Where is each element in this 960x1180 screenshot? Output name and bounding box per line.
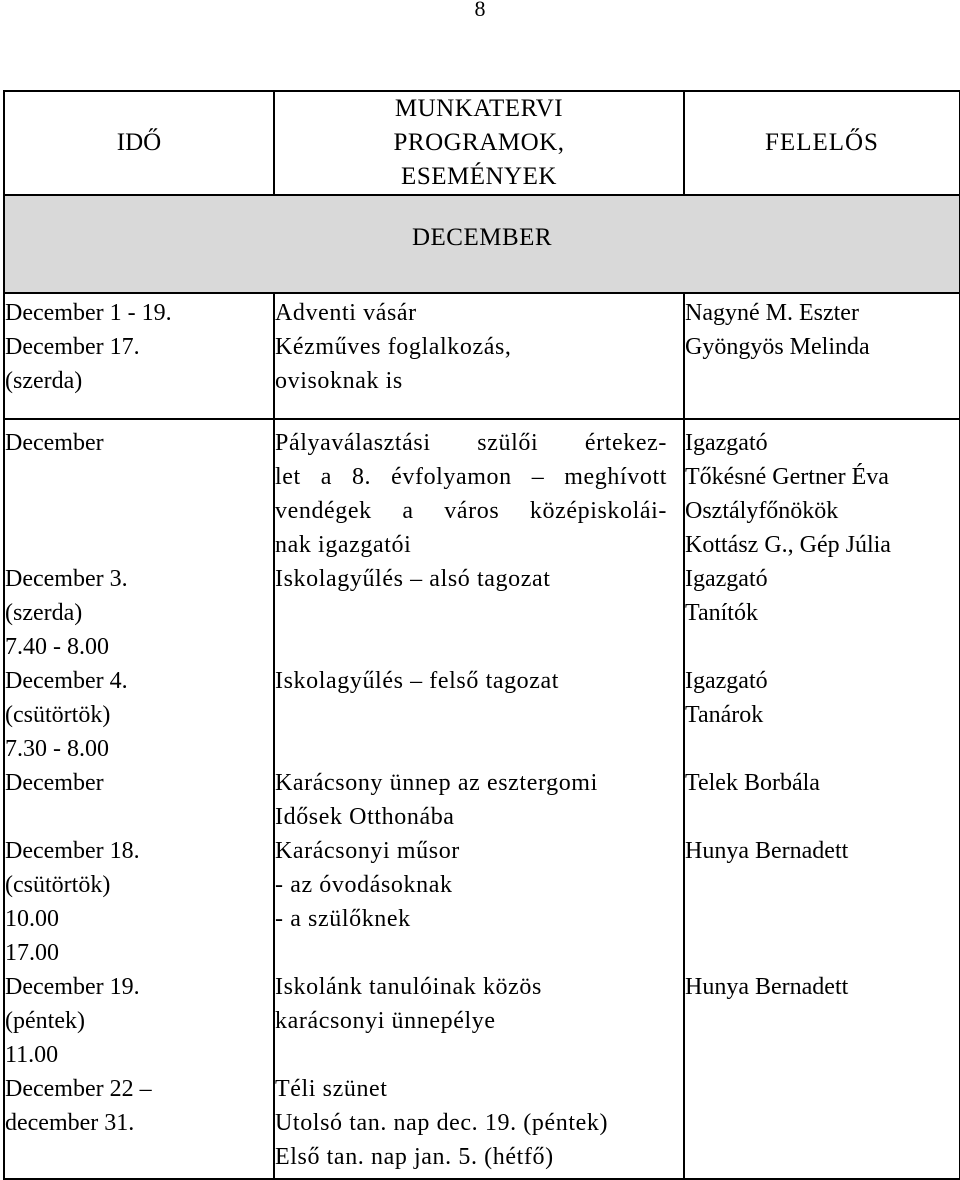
responsible-cell: Telek Borbála — [684, 766, 960, 834]
table-header-row — [4, 91, 960, 195]
table-row — [4, 419, 960, 562]
header-time: IDŐ — [4, 91, 274, 195]
responsible-cell — [684, 1072, 960, 1179]
responsible-cell: Igazgató Tőkésné Gertner Éva Osztályfőnökök Kottász G., Gép Júlia — [684, 419, 960, 562]
program-cell: Karácsony ünnep az esztergomi Idősek Otthonába — [274, 766, 684, 834]
header-responsible: FELELŐS — [684, 91, 960, 195]
responsible-cell: Igazgató Tanítók — [684, 562, 960, 664]
time-cell: December 18. (csütörtök) 10.00 17.00 — [4, 834, 274, 970]
program-cell: Iskolagyűlés – felső tagozat — [274, 664, 684, 766]
table-row — [4, 1072, 960, 1179]
program-cell: Pályaválasztási szülői értekez- let a 8. évfolyamon – meghívott vendégek a város középiskolái- nak igazgatói — [274, 419, 684, 562]
responsible-cell: Nagyné M. Eszter Gyöngyös Melinda — [684, 293, 960, 419]
work-plan-table — [3, 90, 960, 1180]
month-row — [4, 195, 960, 293]
table-row — [4, 970, 960, 1072]
responsible-cell: Hunya Bernadett — [684, 970, 960, 1072]
table-row — [4, 293, 960, 419]
table-row — [4, 562, 960, 664]
header-program: MUNKATERVI PROGRAMOK, ESEMÉNYEK — [274, 91, 684, 195]
time-cell: December 22 – december 31. — [4, 1072, 274, 1179]
time-cell: December 4. (csütörtök) 7.30 - 8.00 — [4, 664, 274, 766]
time-cell: December — [4, 419, 274, 562]
responsible-cell: Igazgató Tanárok — [684, 664, 960, 766]
responsible-cell: Hunya Bernadett — [684, 834, 960, 970]
time-cell: December 19. (péntek) 11.00 — [4, 970, 274, 1072]
month-label: DECEMBER — [4, 195, 960, 293]
time-cell: December 1 - 19. December 17. (szerda) — [4, 293, 274, 419]
table-row — [4, 766, 960, 834]
table-row — [4, 834, 960, 970]
program-cell: Adventi vásár Kézműves foglalkozás, ovisoknak is — [274, 293, 684, 419]
program-cell: Karácsonyi műsor - az óvodásoknak - a szülőknek — [274, 834, 684, 970]
program-cell: Téli szünet Utolsó tan. nap dec. 19. (péntek) Első tan. nap jan. 5. (hétfő) — [274, 1072, 684, 1179]
program-cell: Iskolánk tanulóinak közös karácsonyi ünnepélye — [274, 970, 684, 1072]
time-cell: December — [4, 766, 274, 834]
table-row — [4, 664, 960, 766]
program-cell: Iskolagyűlés – alsó tagozat — [274, 562, 684, 664]
page-number: 8 — [474, 0, 486, 21]
time-cell: December 3. (szerda) 7.40 - 8.00 — [4, 562, 274, 664]
